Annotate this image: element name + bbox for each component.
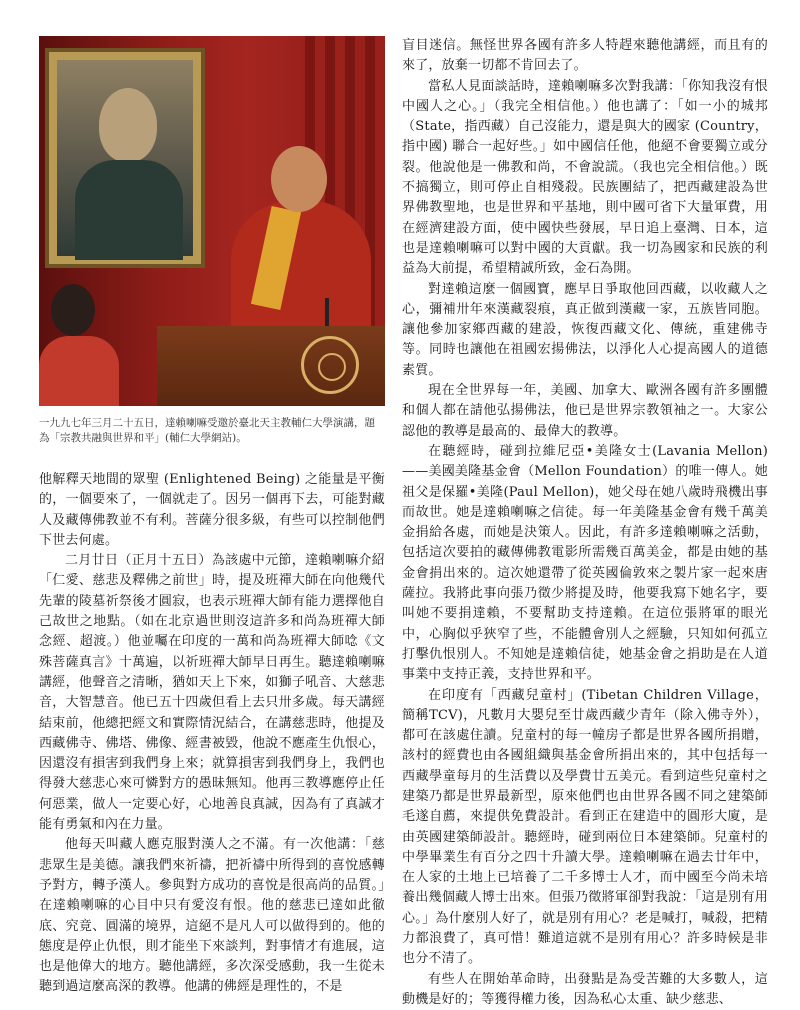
paragraph: 盲目迷信。無怪世界各國有許多人特趕來聽他講經，而且有的來了，放棄一切都不肯回去了。 bbox=[402, 38, 768, 74]
paragraph: 現在全世界每一年，美國、加拿大、歐洲各國有許多團體和個人都在請他弘揚佛法，他已是世界宗教領袖之一。大家公認他的教導是最高的、最偉大的教導。 bbox=[402, 383, 768, 439]
paragraph: 在印度有「西藏兒童村」(Tibetan Children Village，簡稱TCV)，凡數月大嬰兒至廿歲西藏少青年（除入佛寺外），都可在該處住讀。兒童村的每一幢房子都是世界各國所捐贈，該村的經費也由各國組織與基金會所捐出來的，其中包括每一西藏學童每月的生活費以及學費廿五美元。看到這些兒童村之建築乃都是世界最新型，原來他們也由世界各國不同之建築師毛遂自薦，來提供免費設計。看到正在建造中的圓形大廈，是由英國建築師設計。聽經時，碰到兩位日本建築師。兒童村的中學畢業生有百分之四十升讀大學。達賴喇嘛在過去廿年中，在人家的土地上已培養了二千多博士人才，而中國至今尚未培養出幾個藏人博士出來。但張乃徵將軍卻對我說：「這是別有用心。」為什麼別人好了，就是別有用心？老是喊打，喊殺，把精力都浪費了，真可惜！難道這就不是別有用心？許多時候是非也分不清了。 bbox=[402, 687, 768, 967]
paragraph: 有些人在開始革命時，出發點是為受苦難的大多數人，這動機是好的；等獲得權力後，因為私心太重、缺少慈悲、 bbox=[402, 971, 768, 1007]
paragraph: 對達賴這麼一個國寶，應早日爭取他回西藏，以收藏人之心，彌補卅年來漢藏裂痕，真正做到漢藏一家，五族皆同胞。讓他參加家鄉西藏的建設，恢復西藏文化、傳統，重建佛寺等。同時也讓他在祖國宏揚佛法，以淨化人心提高國人的道德素質。 bbox=[402, 281, 768, 378]
left-text-body bbox=[39, 470, 385, 998]
university-emblem bbox=[301, 336, 359, 394]
portrait-painting bbox=[45, 48, 205, 268]
paragraph: 在聽經時，碰到拉維尼亞•美隆女士(Lavania Mellon)——美國美隆基金會（Mellon Foundation）的唯一傳人。她祖父是保羅•美隆(Paul Mellon)，她父母在她八歲時飛機出事而故世。她是達賴喇嘛之信徒。每一年美隆基金會有幾千萬美金捐給各處，而她是決策人。因此，有許多達賴喇嘛之活動，包括這次要拍的藏傳佛教電影所需幾百萬美金，都是由她的基金會捐出來的。這次她還帶了從英國倫敦來之製片家一起來唐薩拉。我將此事向張乃徵少將提及時，他要我寫下她名字，要叫她不要捐達賴，不要幫助支持達賴。在這位張將軍的眼光中，心胸似乎狹窄了些，不能體會別人之經驗，只知如何孤立打擊仇恨別人。不知她是達賴信徒，她基金會之捐助是在人道事業中支持正義，支持世界和平。 bbox=[402, 443, 768, 683]
speaker-figure bbox=[231, 201, 371, 331]
attendant-figure bbox=[51, 284, 95, 336]
left-column bbox=[39, 36, 385, 446]
paragraph: 他解釋天地間的眾聖 (Enlightened Being) 之能量是平衡的，一個要來了，一個就走了。因另一個再下去，可能對藏人及藏傳佛教並不有利。菩薩分很多級，有些可以控制他們下世去何處。 bbox=[39, 472, 385, 548]
paragraph: 二月廿日（正月十五日）為該處中元節，達賴喇嘛介紹「仁愛、慈悲及釋佛之前世」時，提及班禪大師在向他幾代先輩的陵墓祈祭後才圓寂，也表示班禪大師有能力選擇他自己故世之地點。（如在北京過世則沒這許多和尚為班禪大師念經、超渡。）他並囑在印度的一萬和尚為班禪大師唸《文殊菩薩真言》十萬遍，以祈班禪大師早日再生。聽達賴喇嘛講經，他聲音之清晰，猶如天上下來，如獅子吼音、大慈悲音，大智慧音。他已五十四歲但看上去只卅多歲。每天講經結束前，他總把經文和實際情況結合，在講慈悲時，他提及西藏佛寺、佛塔、佛像、經書被毀，他說不應產生仇恨心，因還沒有損害到我們身上來；就算損害到我們身上，我們也得發大慈悲心來可憐對方的愚昧無知。他再三教導應停止任何惡業，做人一定要心好，心地善良真誠，因為有了真誠才能有勇氣和內在力量。 bbox=[39, 553, 385, 833]
event-photo bbox=[39, 36, 385, 406]
paragraph: 他每天叫藏人應克服對漢人之不滿。有一次他講：「慈悲眾生是美德。讓我們來祈禱，把祈禱中所得到的喜悅感轉予對方，轉予漢人。參與對方成功的喜悅是很高尚的品質。」在達賴喇嘛的心目中只有愛沒有恨。他的慈悲已達如此徹底、究竟、圓滿的境界，這絕不是凡人可以做得到的。他的態度是停止仇恨，則才能坐下來談判，對事情才有進展，這也是他偉大的地方。聽他講經，多次深受感動，我一生從未聽到過這麼高深的教導。他講的佛經是理性的，不是 bbox=[39, 837, 385, 995]
photo-caption: 一九九七年三月二十五日，達賴喇嘛受邀於臺北天主教輔仁大學演講，題為「宗教共融與世界和平」(輔仁大學網站)。 bbox=[39, 417, 375, 444]
paragraph: 當私人見面談話時，達賴喇嘛多次對我講：「你知我沒有恨中國人之心。」（我完全相信他。）他也講了：「如一小的城邦（State，指西藏）自己沒能力，還是與大的國家 (Country，指中國) 聯合一起好些。」如中國信任他，他絕不會要獨立或分裂。他說他是一佛教和尚，不會說謊。（我也完全相信他。）既不搞獨立，則可停止自相殘殺。民族團結了，把西藏建設為世界佛教聖地，也是世界和平基地，則中國可省下大量軍費，用在經濟建設方面，使中國快些發展，早日追上臺灣、日本，這也是達賴喇嘛可以對中國的大貢獻。我一切為國家和民族的利益為大前提，希望精誠所致，金石為開。 bbox=[402, 78, 768, 277]
right-column bbox=[402, 36, 768, 1010]
